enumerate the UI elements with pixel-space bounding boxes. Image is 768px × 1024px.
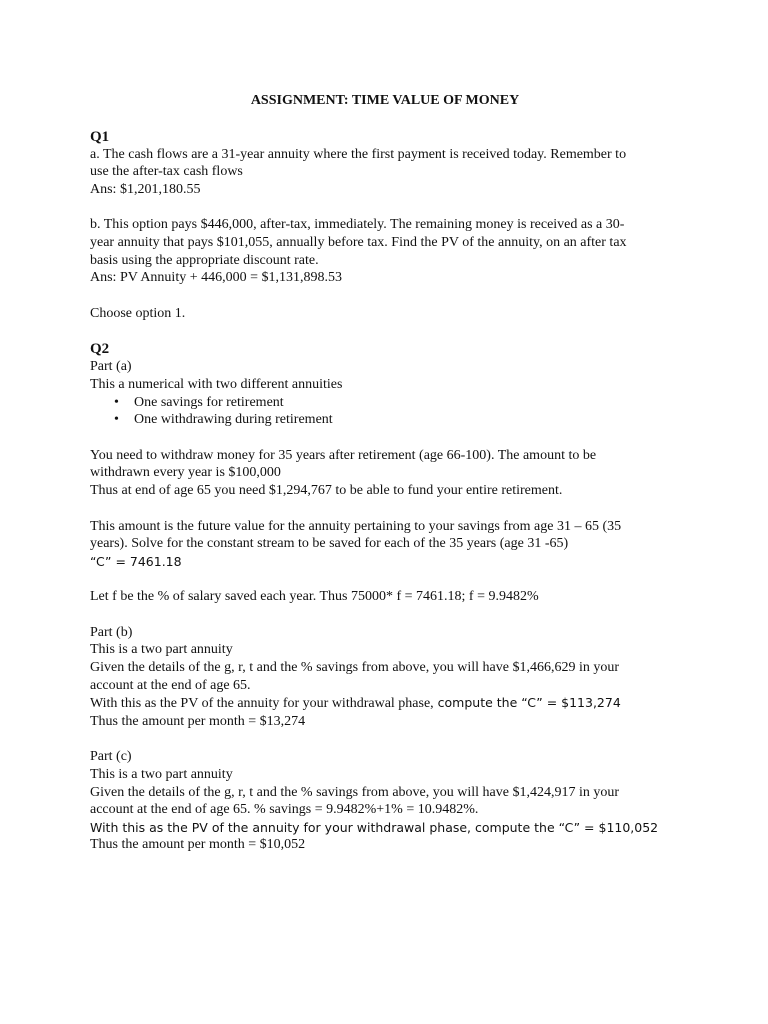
annuity-bullet-list (90, 394, 690, 429)
q2-part-c-label: Part (c) (90, 749, 132, 765)
q1-part-b-line-3: basis using the appropriate discount rate. (90, 252, 319, 268)
q2-part-c-line-2: Given the details of the g, r, t and the % savings from above, you will have $1,424,917 in your (90, 784, 619, 800)
q1-heading: Q1 (90, 128, 110, 145)
q2-part-a-c-value: “C” = 7461.18 (90, 553, 182, 569)
q2-part-a-para1-line-2: withdrawn every year is $100,000 (90, 465, 281, 481)
spacer (90, 730, 690, 748)
q1-part-b-line-2: year annuity that pays $101,055, annually before tax. Find the PV of the annuity, on an after tax (90, 234, 627, 250)
q1-choice: Choose option 1. (90, 305, 186, 321)
q2-part-a-para3: Let f be the % of salary saved each year. Thus 75000* f = 7461.18; f = 9.9482% (90, 589, 539, 605)
bullet-icon: • (114, 412, 119, 428)
q2-part-c-line-4: With this as the PV of the annuity for your withdrawal phase, compute the “C” = $110,052 (90, 819, 659, 835)
q2-part-c-line-5: Thus the amount per month = $10,052 (90, 837, 306, 853)
spacer (90, 287, 690, 305)
q2-heading: Q2 (90, 341, 110, 358)
list-item (114, 411, 690, 429)
list-item-text: One savings for retirement (134, 394, 284, 410)
q2-part-c-line-3: account at the end of age 65. % savings = 9.9482%+1% = 10.9482%. (90, 802, 479, 818)
q2-part-b-line-1: This is a two part annuity (90, 642, 233, 658)
q2-part-a-para2-line-1: This amount is the future value for the annuity pertaining to your savings from age 31 – 65 (35 (90, 518, 622, 534)
spacer (90, 606, 690, 624)
q2-part-b-line-4-suffix: compute the “C” = $113,274 (433, 695, 621, 711)
document-title: ASSIGNMENT: TIME VALUE OF MONEY (250, 93, 520, 108)
q1-part-b-answer: Ans: PV Annuity + 446,000 = $1,131,898.53 (90, 270, 342, 286)
bullet-icon: • (114, 394, 119, 410)
q2-part-a-label: Part (a) (90, 359, 132, 375)
q2-part-a-intro: This a numerical with two different annuities (90, 376, 343, 392)
q2-part-b-line-4 (90, 694, 690, 713)
q2-part-a-para1-line-1: You need to withdraw money for 35 years after retirement (age 66-100). The amount to be (90, 447, 597, 463)
list-item-text: One withdrawing during retirement (134, 412, 333, 428)
q2-part-b-label: Part (b) (90, 624, 133, 640)
q2-part-b-line-3: account at the end of age 65. (90, 677, 251, 693)
spacer (90, 570, 690, 588)
q1-part-a-answer: Ans: $1,201,180.55 (90, 181, 201, 197)
q1-part-a-line-1: a. The cash flows are a 31-year annuity where the first payment is received today. Remember to (90, 146, 627, 162)
q2-part-b-line-5: Thus the amount per month = $13,274 (90, 713, 306, 729)
spacer (90, 429, 690, 447)
q2-part-c-line-1: This is a two part annuity (90, 767, 233, 783)
q1-part-b-line-1: b. This option pays $446,000, after-tax, immediately. The remaining money is received as a 30- (90, 217, 625, 233)
spacer (90, 322, 690, 340)
q2-part-a-para2-line-2: years). Solve for the constant stream to be saved for each of the 35 years (age 31 -65) (90, 536, 569, 552)
spacer (90, 198, 690, 216)
q1-part-a-line-2: use the after-tax cash flows (90, 164, 243, 180)
q2-part-a-para1-line-3: Thus at end of age 65 you need $1,294,767 to be able to fund your entire retirement. (90, 482, 563, 498)
q2-part-b-line-4-prefix: With this as the PV of the annuity for your withdrawal phase, (90, 696, 434, 712)
document-page (90, 92, 690, 854)
list-item (114, 394, 690, 412)
spacer (90, 500, 690, 518)
q2-part-b-line-2: Given the details of the g, r, t and the % savings from above, you will have $1,466,629 in your (90, 660, 619, 676)
